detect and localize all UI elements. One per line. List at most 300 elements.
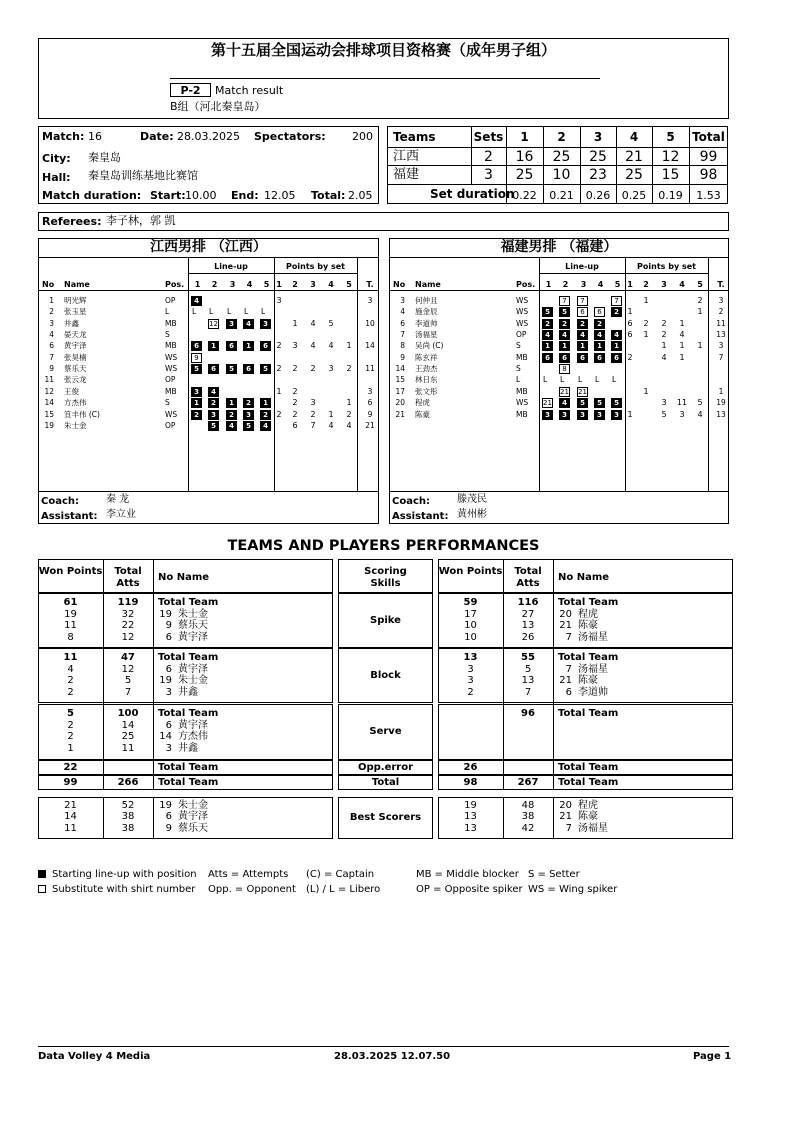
set-duration-1: 0.22: [512, 189, 537, 202]
player-shirt-number: 6: [165, 631, 172, 643]
player-number: 7: [49, 352, 54, 362]
player-name: 何仲且: [415, 296, 438, 305]
start-label: Start:: [150, 189, 186, 202]
team-right-name-header: Name: [415, 280, 441, 289]
player-or-team-name: 李道帅: [578, 686, 608, 698]
player-number: 15: [395, 375, 405, 385]
starting-position-box: 5: [594, 398, 605, 408]
player-total-points: 3: [718, 296, 724, 305]
set-duration-4: 0.25: [621, 189, 647, 202]
skill-label: Block: [370, 669, 401, 681]
set-points: 2: [276, 409, 282, 419]
player-name: 汤福星: [415, 330, 438, 340]
total-atts-value: 32: [121, 608, 135, 620]
set-points: 4: [697, 409, 703, 419]
perf-right-atts-header: Total Atts: [514, 566, 542, 589]
perf-right-won-header: Won Points: [438, 566, 503, 577]
col-rule: [153, 775, 154, 790]
set-points: 2: [346, 364, 352, 374]
best-won-points: 21: [64, 800, 77, 811]
player-or-team-name: 朱士金: [178, 608, 208, 620]
substitute-box: 6: [594, 307, 605, 317]
team-right-lineup-set-1: 1: [545, 280, 552, 289]
match-number: 16: [88, 130, 102, 143]
total-value: 2.05: [348, 189, 373, 202]
team-right-assistant-label: Assistant:: [392, 511, 449, 522]
set-points: 3: [679, 409, 685, 419]
starting-position-box: 1: [260, 398, 271, 408]
total-atts-value: 47: [121, 652, 135, 663]
referees-names: 李子林，郭 凯: [106, 214, 176, 227]
set-points: 2: [697, 296, 703, 305]
player-shirt-number: 14: [159, 731, 172, 743]
set-points: 1: [679, 352, 685, 362]
total-name: Total Team: [158, 777, 219, 788]
starting-position-box: 5: [226, 364, 237, 374]
player-total-points: 13: [716, 409, 726, 419]
score-1-1: 16: [515, 149, 534, 165]
set-points: 4: [661, 352, 667, 362]
starting-position-box: 3: [594, 410, 605, 420]
total-atts-value: 13: [521, 675, 535, 687]
player-or-team-name: Total Team: [558, 652, 619, 663]
legend-mb: MB = Middle blocker: [416, 869, 519, 880]
starting-position-box: 1: [208, 341, 219, 351]
total-name: Total Team: [558, 777, 619, 788]
set-points: 2: [292, 409, 298, 419]
player-position: WS: [516, 296, 529, 305]
player-position: S: [165, 398, 170, 408]
legend-libero: (L) / L = Libero: [306, 884, 381, 895]
team-right-pos-header: Pos.: [516, 280, 536, 289]
player-number: 4: [400, 307, 405, 317]
footer-rule: [38, 1046, 729, 1047]
player-name: 陈豪: [415, 409, 430, 419]
total-atts-value: 22: [121, 620, 135, 632]
player-or-team-name: 程虎: [578, 608, 598, 620]
legend-starting: Starting line-up with position: [52, 869, 197, 880]
team-right-lineup-header: Line-up: [565, 262, 599, 271]
score-2-1: 25: [515, 167, 534, 183]
player-or-team-name: Total Team: [558, 708, 619, 719]
won-points-value: 2: [67, 731, 74, 743]
player-or-team-name: 黄宇泽: [178, 663, 208, 675]
total-atts-value: 14: [121, 719, 135, 731]
player-total-points: 3: [367, 386, 373, 396]
set-header-3: 3: [593, 130, 603, 144]
libero-mark: L: [227, 307, 232, 317]
starting-position-box: 3: [243, 410, 254, 420]
starting-position-box: 6: [260, 341, 271, 351]
player-name: 晏天龙: [64, 330, 87, 340]
player-name: 张玉星: [64, 307, 87, 317]
player-position: MB: [165, 386, 177, 396]
team-left-points-header: Points by set: [286, 262, 345, 271]
player-name: 李道帅: [415, 318, 438, 328]
best-atts: 38: [121, 822, 135, 834]
won-points-value: 17: [464, 608, 477, 620]
col-rule: [153, 797, 154, 839]
score-sets-1: 2: [484, 149, 493, 165]
total-label: Total:: [311, 189, 346, 202]
player-name: 方杰伟: [64, 398, 87, 408]
starting-position-box: 5: [260, 364, 271, 374]
best-shirt-number: 9: [165, 822, 172, 834]
won-points-value: 4: [67, 663, 74, 675]
team-left-name-header: Name: [64, 280, 90, 289]
won-points-value: 10: [464, 620, 477, 632]
starting-position-box: 6: [243, 364, 254, 374]
player-shirt-number: 21: [559, 675, 572, 687]
player-shirt-number: 19: [159, 608, 172, 620]
substitute-box: 12: [209, 319, 218, 328]
starting-position-box: 6: [191, 341, 202, 351]
team-right-points-header: Points by set: [637, 262, 696, 271]
total-atts-value: 5: [524, 663, 532, 675]
substitute-box: 7: [611, 296, 622, 306]
spectators-label: Spectators:: [254, 130, 326, 143]
set-points: 5: [328, 318, 334, 328]
team-right-points-set-5: 5: [697, 280, 703, 289]
won-points-value: 5: [67, 708, 74, 719]
player-total-points: 11: [716, 318, 726, 328]
player-number: 1: [49, 296, 54, 305]
team-left-coach: 秦 龙: [106, 494, 130, 505]
team-right-coach: 滕茂民: [457, 494, 487, 505]
set-duration-3: 0.26: [585, 189, 611, 202]
starting-position-box: 4: [243, 319, 254, 329]
player-number: 9: [400, 352, 405, 362]
spectators-value: 200: [352, 130, 373, 143]
sets-header: Sets: [473, 130, 504, 144]
team-right-points-set-3: 3: [661, 280, 667, 289]
team-left-lineup-set-4: 4: [246, 280, 253, 289]
team-right-points-set-4: 4: [679, 280, 685, 289]
player-number: 3: [49, 318, 54, 328]
set-points: 1: [679, 318, 685, 328]
legend-opp: Opp. = Opponent: [208, 884, 296, 895]
starting-position-box: 2: [191, 410, 202, 420]
player-or-team-name: 黄宇泽: [178, 719, 208, 731]
player-position: S: [165, 330, 170, 340]
player-name: 张云龙: [64, 375, 87, 385]
team-right-no-header: No: [393, 280, 406, 289]
won-points-value: 8: [67, 631, 74, 643]
total-atts-value: 55: [521, 652, 535, 663]
starting-position-box: 2: [577, 319, 588, 329]
starting-position-box: 2: [226, 410, 237, 420]
legend-op: OP = Opposite spiker: [416, 884, 523, 895]
starting-position-box: 3: [542, 410, 553, 420]
set-points: 4: [310, 318, 316, 328]
skill-label: Spike: [370, 614, 401, 626]
perf-left-name-header: No Name: [158, 572, 210, 583]
substitute-box: 21: [560, 387, 569, 396]
starting-position-box: 1: [559, 341, 570, 351]
won-points-value: 1: [67, 742, 74, 754]
score-2-4: 25: [625, 167, 643, 183]
won-points-value: 3: [467, 663, 474, 675]
score-total-1: 99: [699, 149, 718, 165]
starting-position-box: 1: [611, 341, 622, 351]
set-points: 4: [346, 420, 352, 430]
substitute-box: 8: [559, 364, 570, 374]
won-points-value: 3: [467, 675, 474, 687]
player-name: 林日东: [415, 375, 438, 385]
player-position: OP: [516, 330, 527, 340]
col-rule: [153, 760, 154, 775]
col-rule: [553, 775, 554, 790]
best-atts: 48: [521, 800, 535, 811]
set-points: 2: [310, 409, 316, 419]
player-number: 15: [44, 409, 54, 419]
player-position: L: [165, 307, 170, 317]
team-left-assistant-label: Assistant:: [41, 511, 98, 522]
date-label: Date:: [140, 130, 174, 143]
player-number: 19: [44, 420, 54, 430]
set-header-2: 2: [557, 130, 566, 144]
total-atts-value: 116: [517, 597, 539, 608]
set-points: 1: [627, 409, 633, 419]
player-number: 6: [49, 341, 54, 351]
set-points: 1: [697, 341, 703, 351]
total-atts-value: 12: [121, 663, 135, 675]
set-points: 2: [276, 341, 282, 351]
libero-mark: L: [612, 375, 617, 385]
team-right-t-header: T.: [717, 280, 725, 289]
total-won: 98: [463, 777, 478, 788]
set-points: 4: [328, 341, 334, 351]
player-shirt-number: 7: [565, 663, 572, 675]
best-shirt-number: 20: [559, 800, 572, 811]
set-points: 2: [292, 364, 298, 374]
total-won: 99: [63, 777, 78, 788]
set-points: 2: [643, 318, 649, 328]
team-left-pos-header: Pos.: [165, 280, 185, 289]
total-atts-value: 96: [521, 708, 535, 719]
starting-position-box: 5: [191, 364, 202, 374]
team-right-lineup-set-5: 5: [614, 280, 621, 289]
player-number: 2: [49, 307, 54, 317]
player-number: 4: [49, 330, 54, 340]
won-points-value: 2: [67, 675, 74, 687]
empty-square-icon: [38, 885, 46, 893]
perf-left-won-header: Won Points: [38, 566, 103, 577]
set-points: 2: [346, 409, 352, 419]
set-points: 5: [697, 398, 703, 408]
substitute-box: 6: [577, 307, 588, 317]
score-total-2: 98: [699, 167, 718, 183]
total-atts-value: 100: [117, 708, 139, 719]
starting-position-box: 6: [226, 341, 237, 351]
starting-position-box: 1: [577, 341, 588, 351]
set-points: 1: [643, 386, 649, 396]
player-or-team-name: 黄宇泽: [178, 631, 208, 643]
won-points-value: 2: [67, 719, 74, 731]
libero-mark: L: [209, 307, 214, 317]
set-points: 3: [328, 364, 334, 374]
starting-position-box: 1: [243, 341, 254, 351]
starting-position-box: 4: [559, 330, 570, 340]
player-or-team-name: 井鑫: [178, 686, 198, 698]
player-shirt-number: 9: [165, 620, 172, 632]
substitute-box: 7: [559, 296, 570, 306]
starting-position-box: 3: [559, 410, 570, 420]
score-sets-2: 3: [484, 167, 493, 183]
col-rule: [103, 760, 104, 775]
won-points-value: 59: [463, 597, 478, 608]
starting-position-box: 4: [559, 398, 570, 408]
hall-value: 秦皇岛训练基地比赛馆: [88, 169, 198, 182]
best-shirt-number: 21: [559, 811, 572, 823]
match-label: Match:: [42, 130, 85, 143]
won-points-value: 11: [63, 652, 78, 663]
best-player-name: 陈豪: [578, 811, 598, 823]
legend-captain: (C) = Captain: [306, 869, 375, 880]
starting-position-box: 6: [577, 353, 588, 363]
set-points: 1: [346, 341, 352, 351]
player-position: OP: [165, 375, 176, 385]
player-number: 17: [395, 386, 405, 396]
player-total-points: 13: [716, 330, 726, 340]
set-points: 6: [627, 330, 633, 340]
set-points: 1: [697, 307, 703, 317]
team-right-lineup-set-3: 3: [580, 280, 587, 289]
set-points: 11: [676, 398, 688, 408]
libero-mark: L: [192, 307, 197, 317]
starting-position-box: 5: [542, 307, 553, 317]
starting-position-box: 4: [594, 330, 605, 340]
set-points: 2: [276, 364, 282, 374]
player-total-points: 6: [367, 398, 373, 408]
player-name: 王劲杰: [415, 364, 438, 374]
total-atts-value: 26: [521, 631, 535, 643]
player-position: WS: [165, 364, 178, 374]
total-atts-value: 7: [524, 686, 532, 698]
player-name: 朱士金: [64, 420, 87, 430]
team-left-no-header: No: [42, 280, 55, 289]
col-rule: [503, 760, 504, 775]
player-position: OP: [165, 296, 176, 305]
starting-position-box: 4: [542, 330, 553, 340]
set-duration-2: 0.21: [549, 189, 574, 202]
player-number: 14: [395, 364, 405, 374]
player-shirt-number: 20: [559, 608, 572, 620]
score-2-5: 15: [661, 167, 680, 183]
set-points: 1: [643, 330, 649, 340]
starting-position-box: 5: [208, 421, 219, 431]
team-left-assistant: 李立业: [106, 509, 136, 520]
set-duration-label: Set duration: [430, 187, 515, 201]
player-shirt-number: 21: [559, 620, 572, 632]
player-shirt-number: 7: [565, 631, 572, 643]
team-left-points-set-3: 3: [310, 280, 316, 289]
scoring-skills-header: Scoring Skills: [364, 566, 407, 589]
team-left-points-set-4: 4: [328, 280, 334, 289]
player-name: 张文彤: [415, 386, 438, 396]
page-title: 第十五届全国运动会排球项目资格赛（成年男子组）: [210, 41, 556, 59]
score-2-2: 10: [552, 167, 571, 183]
won-points-value: 10: [464, 631, 477, 643]
set-points: 5: [661, 409, 667, 419]
team-left-points-set-2: 2: [292, 280, 298, 289]
score-1-5: 12: [661, 149, 680, 165]
set-points: 6: [627, 318, 633, 328]
starting-position-box: 2: [611, 307, 622, 317]
team-right-title: 福建男排 （福建）: [500, 239, 618, 255]
set-points: 1: [643, 296, 649, 305]
total-atts-value: 25: [121, 731, 135, 743]
set-points: 2: [310, 364, 316, 374]
player-position: L: [516, 375, 521, 385]
date-value: 28.03.2025: [177, 130, 240, 143]
player-total-points: 3: [718, 341, 724, 351]
player-name: 吴尚 (C): [415, 341, 444, 351]
team-left-lineup-set-1: 1: [194, 280, 201, 289]
set-points: 1: [276, 386, 282, 396]
perf-heading: TEAMS AND PLAYERS PERFORMANCES: [227, 538, 540, 554]
total-atts-value: 11: [121, 742, 135, 754]
set-points: 1: [346, 398, 352, 408]
player-position: S: [516, 364, 521, 374]
team-left-coach-label: Coach:: [41, 496, 80, 507]
referees-label: Referees:: [42, 215, 102, 228]
best-shirt-number: 6: [165, 811, 172, 823]
player-position: WS: [516, 307, 529, 317]
team-right-lineup-set-4: 4: [597, 280, 604, 289]
won-points-value: 13: [463, 652, 478, 663]
end-label: End:: [231, 189, 259, 202]
set-points: 2: [627, 352, 633, 362]
starting-position-box: 6: [594, 353, 605, 363]
best-shirt-number: 19: [159, 800, 172, 811]
player-position: MB: [165, 341, 177, 351]
set-header-1: 1: [520, 130, 529, 144]
player-name: 笪丰伟 (C): [64, 409, 100, 419]
best-scorers-label: Best Scorers: [349, 812, 422, 823]
starting-position-box: 1: [542, 341, 553, 351]
total-atts: 267: [517, 777, 539, 788]
best-won-points: 13: [464, 811, 477, 823]
player-total-points: 10: [365, 318, 375, 328]
starting-position-box: 5: [611, 398, 622, 408]
player-shirt-number: 19: [159, 675, 172, 687]
player-name: 程虎: [415, 398, 430, 408]
total-atts-value: 7: [124, 686, 132, 698]
team-left-lineup-header: Line-up: [214, 262, 248, 271]
player-position: WS: [165, 409, 178, 419]
won-points-value: 19: [64, 608, 77, 620]
team-right-lineup-set-2: 2: [562, 280, 569, 289]
player-position: S: [516, 341, 521, 351]
set-points: 3: [292, 341, 298, 351]
player-total-points: 14: [365, 341, 375, 351]
best-shirt-number: 7: [565, 822, 572, 834]
player-name: 蔡乐天: [64, 364, 87, 374]
set-points: 1: [679, 341, 685, 351]
player-name: 明光辉: [64, 296, 87, 305]
player-total-points: 21: [365, 420, 375, 430]
player-position: OP: [165, 420, 176, 430]
starting-position-box: 3: [577, 410, 588, 420]
player-number: 20: [395, 398, 405, 408]
player-or-team-name: Total Team: [558, 597, 619, 608]
opp_error-won: 22: [63, 762, 78, 773]
player-shirt-number: 6: [165, 719, 172, 731]
team-left-title: 江西男排 （江西）: [150, 239, 267, 255]
total-atts-value: 119: [117, 597, 139, 608]
score-team-2: 福建: [393, 167, 420, 182]
